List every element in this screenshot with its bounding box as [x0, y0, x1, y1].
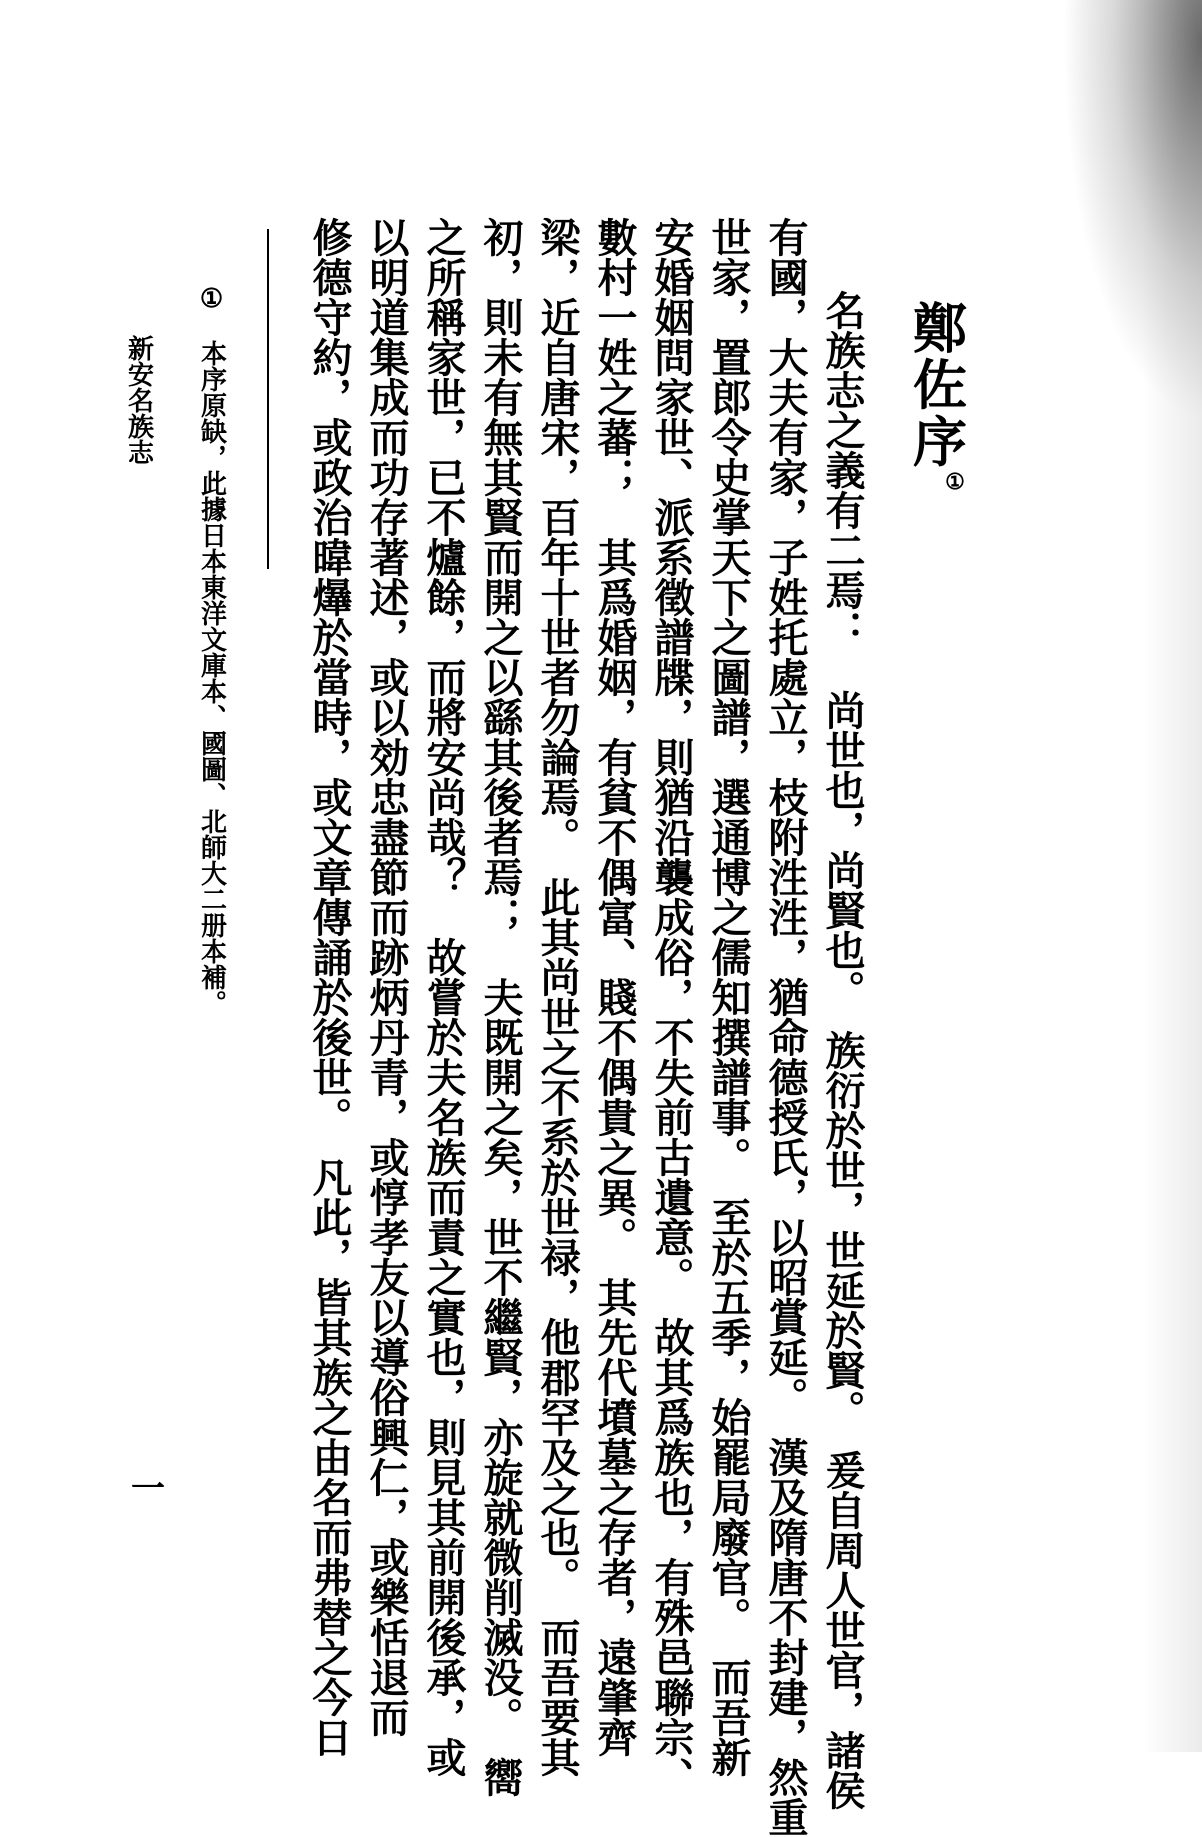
text-column: 名族志之義有二焉： 尚世也，尚賢也。 族衍於世，世延於賢。 爰自周人世官，諸侯	[819, 290, 866, 1810]
running-footer: 新安名族志	[123, 335, 154, 465]
footnote-marker: ①	[196, 284, 227, 314]
text-column: 梁，近自唐宋，百年十世者勿論焉。 此其尚世之不系於世禄，他郡罕及之也。 而吾要其	[534, 217, 581, 1777]
text-column: 之所稱家世，已不爐餘，而將安尚哉？ 故嘗於夫名族而責之實也，則見其前開後承，或	[420, 217, 467, 1777]
footnote-divider	[267, 229, 269, 569]
title-footnote-marker: ①	[942, 470, 969, 495]
scan-edge	[1142, 0, 1202, 1752]
text-column: 有國，大夫有家，子姓托處立，枝附泩泩，猶命德授氏，以昭賞延。 漢及隋唐不封建，然重	[762, 217, 809, 1837]
footnote	[194, 284, 231, 1016]
page-title	[899, 300, 976, 495]
page-number: 一	[124, 1470, 165, 1504]
text-column: 以明道集成而功存著述，或以効忠盡節而跡炳丹青，或惇孝友以導俗興仁，或樂恬退而	[363, 217, 410, 1737]
text-column: 安婚姻問家世、派系徵譜牒，則猶沿襲成俗，不失前古遺意。 故其爲族也，有殊邑聯宗、	[648, 217, 695, 1797]
text-column: 數村一姓之蕃； 其爲婚姻，有貧不偶富、賤不偶貴之異。 其先代墳墓之存者，遠肇齊	[591, 217, 638, 1757]
title-text: 鄭佐序	[904, 300, 969, 470]
footnote-text: 本序原缺，此據日本東洋文庫本、國圖、北師大二册本補。	[196, 340, 227, 1016]
text-column: 世家，置郎令史掌天下之圖譜，選通博之儒知撰譜事。 至於五季，始罷局廢官。 而吾新	[705, 217, 752, 1777]
text-column: 修德守約，或政治暐爗於當時，或文章傳誦於後世。 凡此，皆其族之由名而弗替之今日	[306, 217, 353, 1757]
text-column: 初，則未有無其賢而開之以繇其後者焉； 夫既開之矣，世不繼賢，亦旋就微削滅没。 嚮	[477, 217, 524, 1797]
